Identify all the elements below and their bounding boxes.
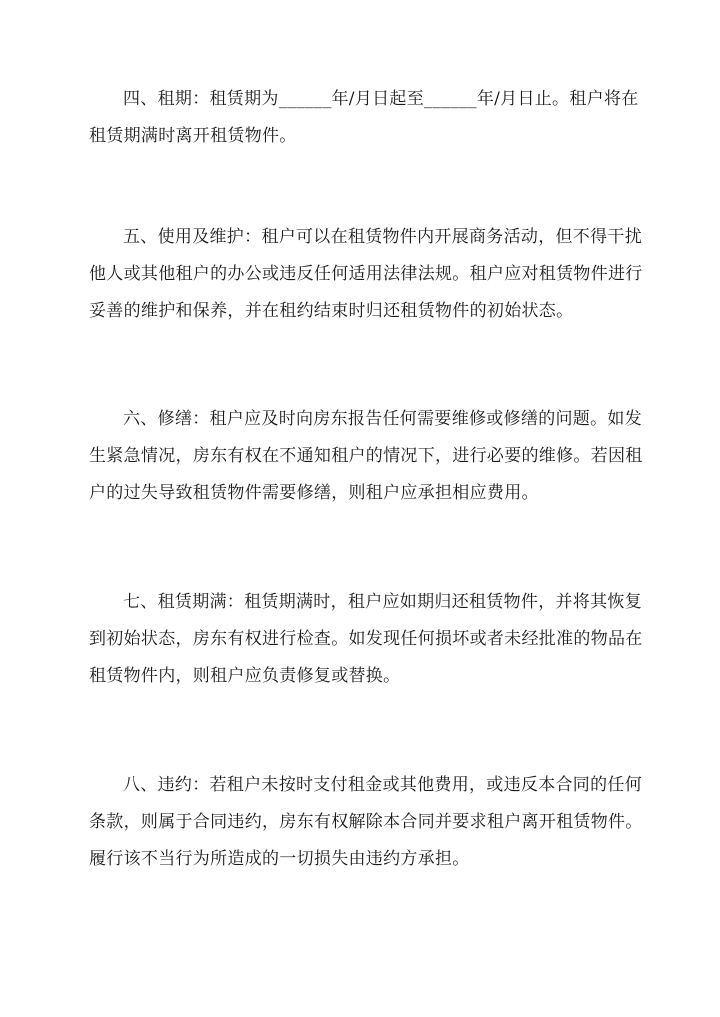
clause-rental-term	[89, 81, 639, 155]
clause-breach	[89, 767, 643, 878]
clause-line: 条款，则属于合同违约，房东有权解除本合同并要求租户离开租赁物件。	[89, 812, 643, 832]
clause-line: 七、租赁期满：租赁期满时，租户应如期归还租赁物件，并将其恢复	[123, 592, 642, 612]
clause-use-and-maintenance	[89, 219, 643, 330]
clause-line: 履行该不当行为所造成的一切损失由违约方承担。	[89, 849, 470, 869]
clause-line: 八、违约：若租户未按时支付租金或其他费用，或违反本合同的任何	[123, 775, 642, 795]
clause-line: 生紧急情况，房东有权在不通知租户的情况下，进行必要的维修。若因租	[89, 446, 643, 466]
clause-line: 妥善的维护和保养，并在租约结束时归还租赁物件的初始状态。	[89, 301, 574, 321]
clause-line: 户的过失导致租赁物件需要修缮，则租户应承担相应费用。	[89, 483, 539, 503]
clause-line: 六、修缮：租户应及时向房东报告任何需要维修或修缮的问题。如发	[123, 409, 642, 429]
clause-line: 五、使用及维护：租户可以在租赁物件内开展商务活动，但不得干扰	[123, 227, 642, 247]
clause-lease-expiry	[89, 584, 643, 695]
clause-line: 四、租期：租赁期为______年/月日起至______年/月日止。租户将在	[123, 89, 639, 109]
clause-line: 租赁物件内，则租户应负责修复或替换。	[89, 666, 401, 686]
clause-line: 他人或其他租户的办公或违反任何适用法律法规。租户应对租赁物件进行	[89, 264, 643, 284]
clause-line: 到初始状态，房东有权进行检查。如发现任何损坏或者未经批准的物品在	[89, 629, 643, 649]
clause-repairs	[89, 401, 643, 512]
clause-line: 租赁期满时离开租赁物件。	[89, 126, 297, 146]
